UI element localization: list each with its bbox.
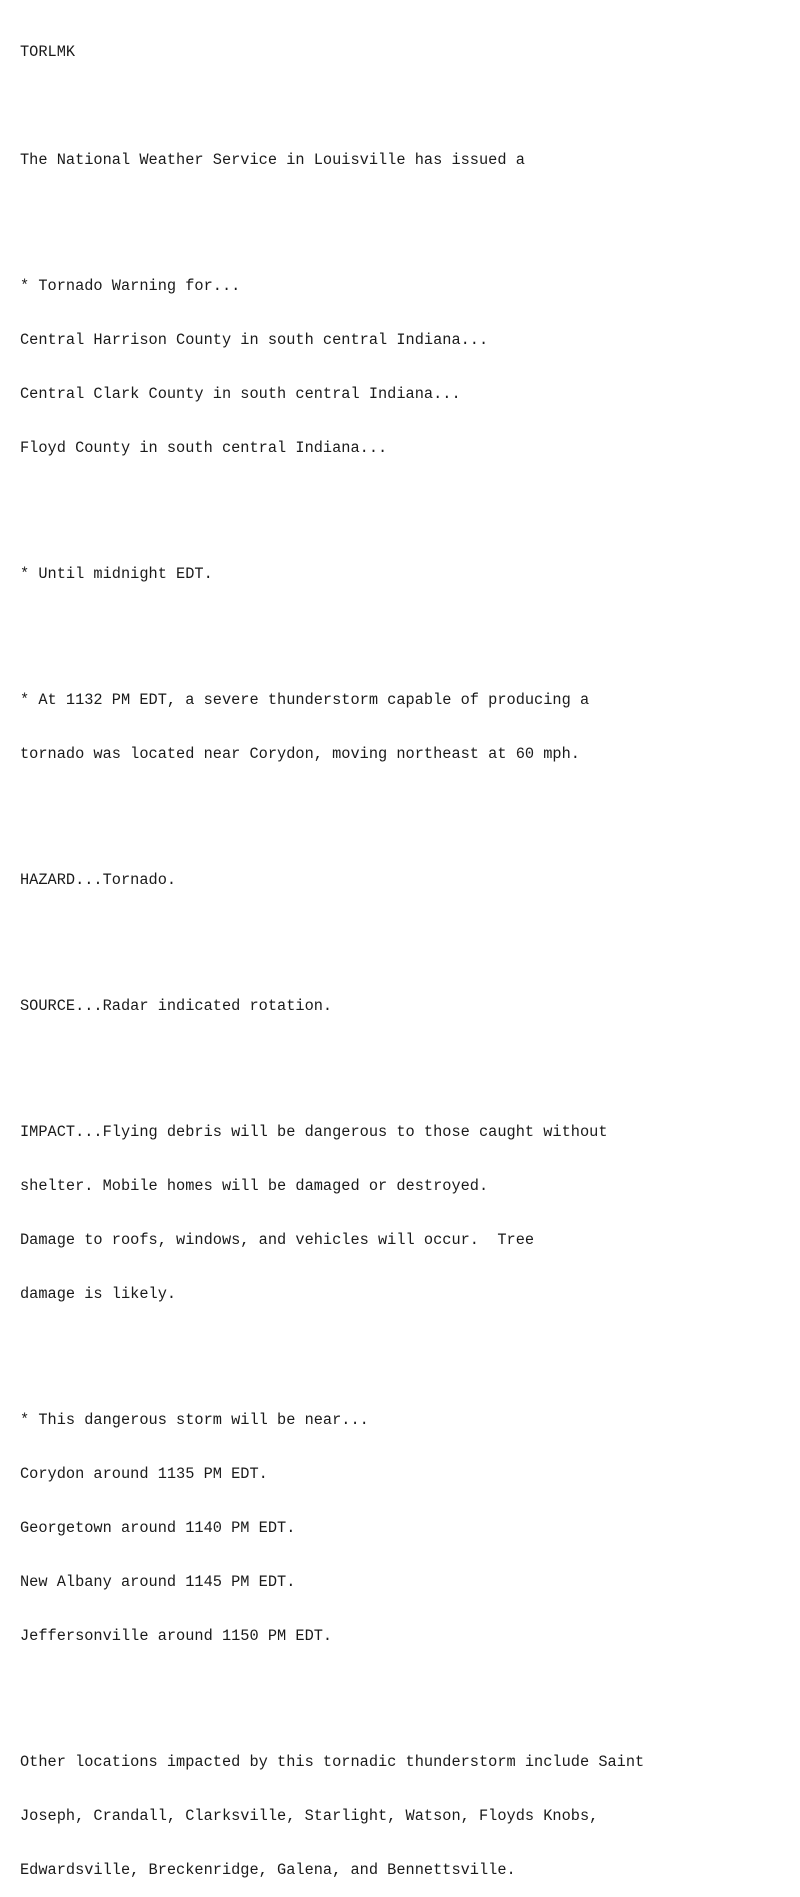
situation-line: tornado was located near Corydon, moving northeast at 60 mph. xyxy=(20,745,580,763)
spacer xyxy=(20,97,790,115)
hazard-line: HAZARD...Tornado. xyxy=(20,871,177,889)
impact-line: IMPACT...Flying debris will be dangerous to those caught without xyxy=(20,1123,608,1141)
source-line: SOURCE...Radar indicated rotation. xyxy=(20,997,333,1015)
other-locations-line: Joseph, Crandall, Clarksville, Starlight, Watson, Floyds Knobs, xyxy=(20,1807,599,1825)
spacer xyxy=(20,799,790,817)
warning-area: Central Harrison County in south central Indiana... xyxy=(20,331,489,349)
spacer xyxy=(20,1681,790,1699)
spacer xyxy=(20,493,790,511)
product-code: TORLMK xyxy=(20,43,76,61)
warning-area: Floyd County in south central Indiana... xyxy=(20,439,388,457)
other-locations-line: Edwardsville, Breckenridge, Galena, and Bennettsville. xyxy=(20,1861,516,1879)
spacer xyxy=(20,619,790,637)
location-time: Jeffersonville around 1150 PM EDT. xyxy=(20,1627,333,1645)
location-time: New Albany around 1145 PM EDT. xyxy=(20,1573,296,1591)
location-time: Corydon around 1135 PM EDT. xyxy=(20,1465,268,1483)
situation-line: * At 1132 PM EDT, a severe thunderstorm capable of producing a xyxy=(20,691,590,709)
spacer xyxy=(20,1339,790,1357)
warning-heading: * Tornado Warning for... xyxy=(20,277,241,295)
intro-line: The National Weather Service in Louisville has issued a xyxy=(20,151,525,169)
spacer xyxy=(20,1051,790,1069)
until-line: * Until midnight EDT. xyxy=(20,565,213,583)
locations-heading: * This dangerous storm will be near... xyxy=(20,1411,369,1429)
impact-line: Damage to roofs, windows, and vehicles will occur. Tree xyxy=(20,1231,535,1249)
warning-bulletin xyxy=(20,7,790,1897)
impact-line: shelter. Mobile homes will be damaged or destroyed. xyxy=(20,1177,489,1195)
other-locations-line: Other locations impacted by this tornadic thunderstorm include Saint xyxy=(20,1753,645,1771)
spacer xyxy=(20,925,790,943)
warning-area: Central Clark County in south central Indiana... xyxy=(20,385,461,403)
location-time: Georgetown around 1140 PM EDT. xyxy=(20,1519,296,1537)
spacer xyxy=(20,205,790,223)
impact-line: damage is likely. xyxy=(20,1285,177,1303)
